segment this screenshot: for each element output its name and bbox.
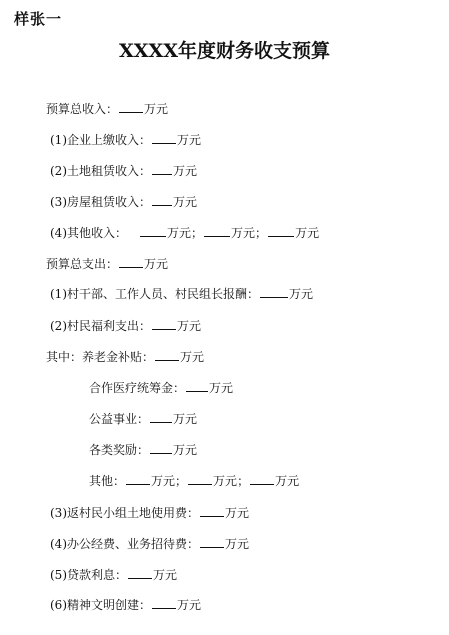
- land-use-fee-blank[interactable]: [200, 505, 224, 517]
- unit: 万元: [225, 537, 250, 551]
- awards-blank[interactable]: [150, 442, 172, 454]
- welfare-blank[interactable]: [152, 318, 176, 330]
- unit: 万元: [173, 443, 198, 457]
- total-expense-label: 预算总支出：: [46, 257, 119, 271]
- awards-line: [89, 442, 197, 458]
- unit: 万元: [231, 226, 256, 240]
- public-blank[interactable]: [150, 411, 172, 423]
- unit: 万元: [177, 319, 202, 333]
- unit: 万元: [177, 598, 202, 612]
- unit: 万元: [209, 381, 234, 395]
- other-income-line: [50, 225, 319, 241]
- other-income-blank-1[interactable]: [140, 225, 166, 237]
- total-income-line: [46, 101, 168, 117]
- pension-line: [46, 349, 204, 365]
- others-line: [89, 473, 299, 489]
- public-line: [89, 411, 197, 427]
- office-blank[interactable]: [200, 536, 224, 548]
- unit: 万元: [275, 474, 300, 488]
- separator: ；: [175, 474, 188, 488]
- others-blank-2[interactable]: [188, 473, 212, 485]
- other-income-blank-2[interactable]: [204, 225, 230, 237]
- welfare-label: (2)村民福利支出：: [50, 319, 151, 333]
- loan-interest-blank[interactable]: [128, 567, 152, 579]
- spiritual-blank[interactable]: [152, 597, 176, 609]
- land-use-fee-label: (3)返村民小组土地使用费：: [50, 506, 199, 520]
- office-line: [50, 536, 249, 552]
- land-rent-blank[interactable]: [152, 163, 172, 175]
- total-income-label: 预算总收入：: [46, 102, 119, 116]
- house-rent-label: (3)房屋租赁收入：: [50, 195, 151, 209]
- separator: ；: [237, 474, 250, 488]
- public-label: 公益事业：: [89, 412, 150, 426]
- land-rent-label: (2)土地租赁收入：: [50, 164, 151, 178]
- welfare-line: [50, 318, 201, 334]
- village-pay-label: (1)村干部、工作人员、村民组长报酬：: [50, 287, 259, 301]
- other-income-blank-3[interactable]: [268, 225, 294, 237]
- loan-interest-label: (5)贷款利息：: [50, 568, 127, 582]
- unit: 万元: [173, 412, 198, 426]
- land-use-fee-line: [50, 505, 249, 521]
- unit: 万元: [289, 287, 314, 301]
- enterprise-fee-blank[interactable]: [152, 132, 176, 144]
- sample-label: 样张一: [14, 10, 63, 28]
- separator: ；: [191, 226, 204, 240]
- spiritual-label: (6)精神文明创建：: [50, 598, 151, 612]
- pension-label: 其中：养老金补贴：: [46, 350, 155, 364]
- unit: 万元: [177, 133, 202, 147]
- others-blank-3[interactable]: [250, 473, 274, 485]
- unit: 万元: [144, 257, 169, 271]
- land-rent-line: [50, 163, 197, 179]
- enterprise-fee-label: (1)企业上缴收入：: [50, 133, 151, 147]
- loan-interest-line: [50, 567, 177, 583]
- house-rent-blank[interactable]: [152, 194, 172, 206]
- separator: ；: [255, 226, 268, 240]
- document-title: XXXX年度财务收支预算: [119, 40, 330, 62]
- unit: 万元: [173, 164, 198, 178]
- unit: 万元: [167, 226, 192, 240]
- unit: 万元: [295, 226, 320, 240]
- others-blank-1[interactable]: [126, 473, 150, 485]
- total-expense-blank[interactable]: [119, 256, 143, 268]
- unit: 万元: [213, 474, 238, 488]
- medical-label: 合作医疗统筹金：: [89, 381, 186, 395]
- office-label: (4)办公经费、业务招待费：: [50, 537, 199, 551]
- medical-line: [89, 380, 233, 396]
- enterprise-fee-line: [50, 132, 201, 148]
- pension-blank[interactable]: [155, 349, 179, 361]
- other-income-label: (4)其他收入：: [50, 226, 127, 240]
- unit: 万元: [144, 102, 169, 116]
- unit: 万元: [225, 506, 250, 520]
- medical-blank[interactable]: [186, 380, 208, 392]
- village-pay-line: [50, 286, 313, 302]
- total-income-blank[interactable]: [119, 101, 143, 113]
- total-expense-line: [46, 256, 168, 272]
- unit: 万元: [180, 350, 205, 364]
- others-label: 其他：: [89, 474, 126, 488]
- house-rent-line: [50, 194, 197, 210]
- awards-label: 各类奖励：: [89, 443, 150, 457]
- unit: 万元: [153, 568, 178, 582]
- spiritual-line: [50, 597, 201, 613]
- unit: 万元: [173, 195, 198, 209]
- unit: 万元: [151, 474, 176, 488]
- village-pay-blank[interactable]: [260, 286, 288, 298]
